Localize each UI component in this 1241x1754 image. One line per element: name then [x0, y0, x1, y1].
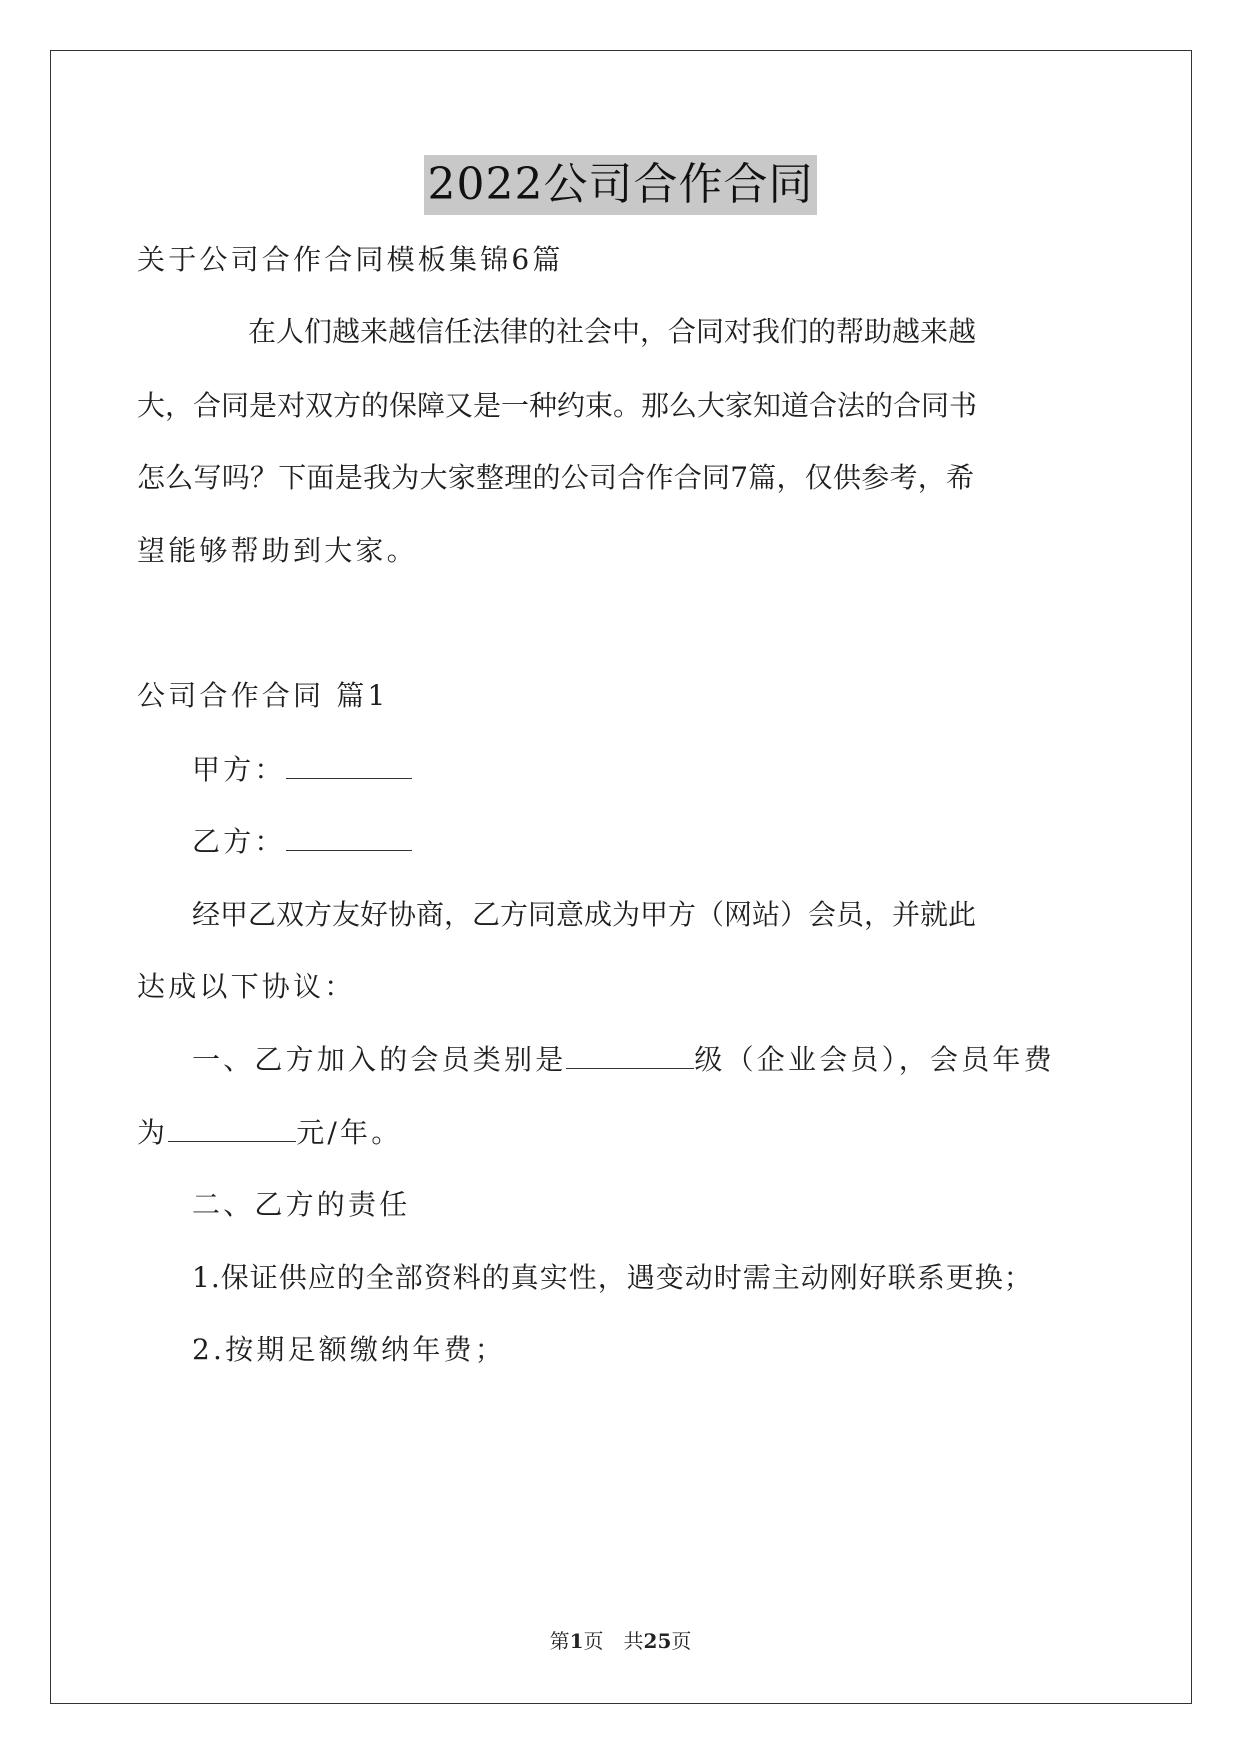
section-heading: 公司合作合同 篇1 [137, 679, 389, 712]
title-container [0, 155, 1241, 215]
member-level-blank [566, 1042, 694, 1069]
annual-fee-blank [168, 1115, 296, 1142]
party-b-blank [286, 824, 412, 851]
clause2-item-1: 1.保证供应的全部资料的真实性，遇变动时需主动刚好联系更换； [192, 1261, 1033, 1294]
clause2-item-2: 2.按期足额缴纳年费； [192, 1333, 506, 1366]
clause1-text-before: 一、乙方加入的会员类别是 [192, 1043, 567, 1076]
intro-line-3: 怎么写吗？下面是我为大家整理的公司合作合同7篇，仅供参考，希 [137, 461, 974, 494]
intro-line-4: 望能够帮助到大家。 [137, 534, 418, 567]
page-footer [0, 1628, 1241, 1654]
clause1-line1 [192, 1040, 1055, 1080]
party-b-line [192, 822, 412, 862]
intro-line-2: 大，合同是对双方的保障又是一种约束。那么大家知道合法的合同书 [137, 389, 978, 422]
agreement-line-1: 经甲乙双方友好协商，乙方同意成为甲方（网站）会员，并就此 [192, 898, 977, 931]
document-subtitle: 关于公司合作合同模板集锦6篇 [137, 243, 564, 276]
footer-prefix: 第 [549, 1629, 570, 1653]
page-border [50, 50, 1192, 1704]
footer-suffix: 页 [671, 1629, 692, 1653]
party-b-label: 乙方： [192, 825, 286, 858]
clause1-line2 [137, 1113, 402, 1153]
party-a-blank [286, 752, 412, 779]
footer-total-pages: 25 [643, 1629, 672, 1653]
party-a-line [192, 750, 412, 790]
footer-mid: 页 共 [583, 1629, 644, 1653]
clause2-heading: 二、乙方的责任 [192, 1188, 411, 1221]
clause1-line2-after: 元/年。 [296, 1116, 403, 1149]
clause1-text-after: 级（企业会员），会员年费 [694, 1043, 1055, 1076]
agreement-line-2: 达成以下协议： [137, 970, 356, 1003]
document-title: 2022公司合作合同 [424, 155, 818, 215]
footer-current-page: 1 [569, 1629, 584, 1653]
clause1-line2-before: 为 [137, 1116, 169, 1149]
party-a-label: 甲方： [192, 753, 286, 786]
intro-line-1: 在人们越来越信任法律的社会中，合同对我们的帮助越来越 [248, 315, 977, 348]
